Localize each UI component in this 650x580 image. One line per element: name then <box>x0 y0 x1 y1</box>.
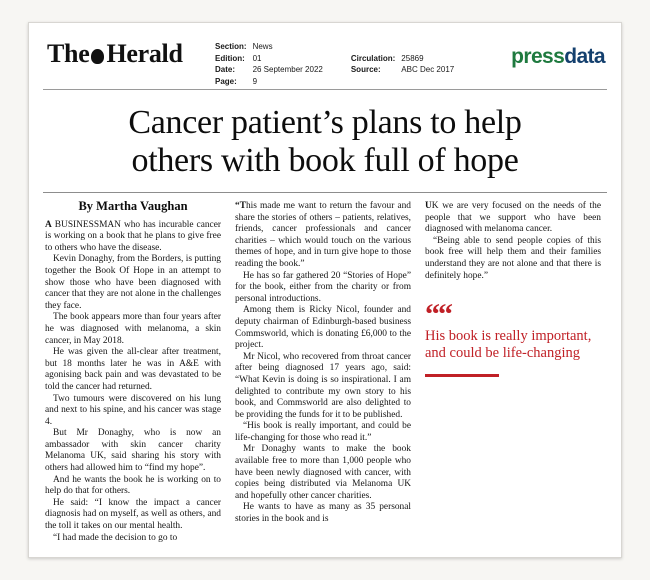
masthead-herald: Herald <box>106 39 183 68</box>
article-column-3 <box>425 201 601 558</box>
paragraph: But Mr Donaghy, who is now an ambassador with skin cancer charity Melanoma UK, said sharing his story with others had allowed him to “find my hope”. <box>45 428 221 474</box>
pull-quote <box>425 298 601 377</box>
meta-value-2 <box>401 76 460 88</box>
paragraph: Mr Nicol, who recovered from throat cancer after being diagnosed 17 years ago, said: “What Kevin is doing is so inspirational. I am delighted to contribute my own story to his book, and Commsworld are also delighted to be providing the funds for it to be published. <box>235 351 411 420</box>
meta-row <box>215 76 460 88</box>
paragraph: “Being able to send people copies of this book free will help them and their families understand they are not alone and that there is definitely hope.” <box>425 235 601 281</box>
paragraph: And he wants the book he is working on to help do that for others. <box>45 474 221 497</box>
pressdata-logo <box>511 45 605 69</box>
paragraph: Among them is Ricky Nicol, founder and deputy chairman of Edinburgh-based business Commsworld, which is donating £6,000 to the project. <box>235 305 411 351</box>
meta-value-2: 25869 <box>401 53 424 63</box>
paragraph: “His book is really important, and could be life-changing for those who read it.” <box>235 421 411 443</box>
publication-logo <box>47 39 183 69</box>
masthead <box>29 23 621 85</box>
meta-label: Edition: <box>215 53 245 63</box>
paragraph: “I had made the decision to go to <box>53 532 178 543</box>
paragraph: Mr Donaghy wants to make the book available free to more than 1,000 people who have been newly diagnosed with cancer, with copies being distributed via Melanoma UK and hopefully other cancer charities. <box>235 444 411 501</box>
meta-label: Date: <box>215 65 236 74</box>
meta-row <box>215 53 460 65</box>
meta-value: 9 <box>252 76 258 86</box>
meta-value: News <box>252 42 273 51</box>
headline-line-1: Cancer patient’s plans to help <box>128 104 522 141</box>
paragraph: Two tumours were discovered on his lung and next to his spine, and his cancer was stage 4. <box>45 393 221 427</box>
paragraph: “This made me want to return the favour and share the stories of others – patients, relatives, friends, cancer professionals and cancer charities – which would touch on the various themes of hope, and in turn give hope to those reading the book.” <box>235 201 411 269</box>
article-column-2 <box>235 201 411 558</box>
newspaper-clipping <box>28 22 622 558</box>
pull-quote-text: His book is really important, and could be life-changing <box>425 328 592 362</box>
paragraph: A BUSINESSMAN who has incurable cancer is working on a book that he plans to give free to others who have the disease. <box>45 219 221 253</box>
pressdata-press: press <box>511 45 565 68</box>
pressdata-data: data <box>564 45 605 68</box>
meta-value: 01 <box>252 53 262 63</box>
crest-icon <box>91 49 104 64</box>
article-body <box>29 193 621 558</box>
meta-label: Page: <box>215 76 237 86</box>
clipping-metadata <box>215 41 460 87</box>
paragraph: Kevin Donaghy, from the Borders, is putting together the Book Of Hope in an attempt to show those who have been diagnosed with cancer that they are not alone in the challenges they face. <box>45 254 221 311</box>
headline-line-2: others with book full of hope <box>131 142 519 179</box>
meta-row <box>215 64 460 76</box>
meta-label-2 <box>329 76 401 88</box>
meta-label-2 <box>329 41 401 53</box>
meta-value: 26 September 2022 <box>252 65 323 74</box>
paragraph: He has so far gathered 20 “Stories of Hope” for the book, either from the charity or from personal introductions. <box>235 270 411 304</box>
meta-label-2: Circulation: <box>350 53 396 63</box>
meta-label: Section: <box>215 42 247 51</box>
article-headline <box>29 90 621 186</box>
paragraph: He wants to have as many as 35 personal stories in the book and is <box>235 502 411 525</box>
meta-value-2 <box>401 41 460 53</box>
quote-mark-icon: ““ <box>425 298 451 332</box>
paragraph: He said: “I know the impact a cancer diagnosis had on myself, as well as others, and the toll it takes on our mental health. <box>45 497 221 532</box>
article-column-1 <box>45 201 221 558</box>
meta-label-2: Source: <box>350 65 381 74</box>
paragraph: The book appears more than four years after he was diagnosed with melanoma, a skin cancer, in May 2018. <box>45 312 221 346</box>
meta-value-2: ABC Dec 2017 <box>401 65 455 74</box>
byline: By Martha Vaughan <box>78 199 188 213</box>
meta-row <box>215 41 460 53</box>
pull-quote-rule <box>425 374 499 377</box>
masthead-the: The <box>47 39 90 68</box>
paragraph: He was given the all-clear after treatment, but 18 months later he was in A&E with agonising back pain and was devastated to be told the cancer had returned. <box>45 347 221 392</box>
paragraph: UK we are very focused on the needs of the people that we support who have been diagnosed with melanoma cancer. <box>425 201 601 235</box>
